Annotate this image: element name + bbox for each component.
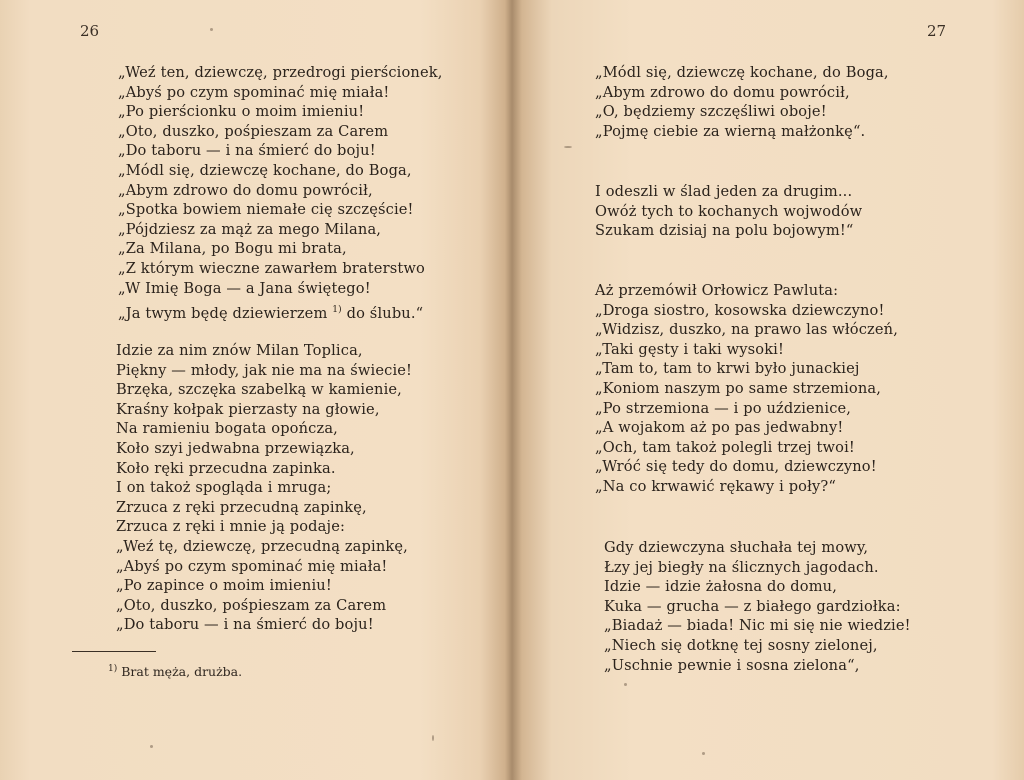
page-number-right: 27 xyxy=(927,22,947,40)
verse-line: Kraśny kołpak pierzasty na głowie, xyxy=(116,400,380,418)
verse-line: „Po pierścionku o moim imieniu! xyxy=(118,103,365,121)
verse-line: „Biadaż — biada! Nic mi się nie wiedzie! xyxy=(604,617,911,635)
verse-line: „Po strzemiona — i po uździenice, xyxy=(595,399,852,417)
verse-line: Kuka — grucha — z białego gardziołka: xyxy=(604,597,901,615)
verse-line: „Tam to, tam to krwi było junackiej xyxy=(595,360,860,378)
verse-line: „Droga siostro, kosowska dziewczyno! xyxy=(595,301,885,319)
verse-line: Idzie za nim znów Milan Toplica, xyxy=(116,342,363,359)
verse-line: „Weź ten, dziewczę, przedrogi pierścionek, xyxy=(118,64,443,81)
verse-line: „Abyś po czym spominać mię miała! xyxy=(116,557,388,575)
verse-line: „Po zapince o moim imieniu! xyxy=(116,577,332,595)
paper-speck xyxy=(432,735,434,741)
verse-line: „Pojmę ciebie za wierną małżonkę“. xyxy=(595,122,866,140)
verse-line: „A wojakom aż po pas jedwabny! xyxy=(595,419,844,437)
verse-line: Piękny — młody, jak nie ma na świecie! xyxy=(116,361,413,379)
stanza-left-1 xyxy=(118,63,443,298)
stanza-right-4 xyxy=(604,538,911,675)
verse-line: Zrzuca z ręki i mnie ją podaje: xyxy=(116,518,346,536)
verse-line: „Abyś po czym spominać mię miała! xyxy=(118,83,390,101)
verse-line: Łzy jej biegły na ślicznych jagodach. xyxy=(604,558,879,576)
verse-line: „Módl się, dziewczę kochane, do Boga, xyxy=(118,161,412,179)
verse-line: „Spotka bowiem niemałe cię szczęście! xyxy=(118,201,414,219)
verse-line: „Oto, duszko, pośpieszam za Carem xyxy=(118,122,389,140)
page-number-left: 26 xyxy=(80,22,100,40)
verse-line: „Módl się, dziewczę kochane, do Boga, xyxy=(595,64,889,81)
verse-line: „Weź tę, dziewczę, przecudną zapinkę, xyxy=(116,537,408,555)
verse-line: „Taki gęsty i taki wysoki! xyxy=(595,340,785,358)
verse-line: „Abym zdrowo do domu powrócił, xyxy=(595,83,850,101)
stanza-right-3 xyxy=(595,281,898,497)
verse-text: „Ja twym będę dziewierzem xyxy=(118,304,328,322)
right-page xyxy=(512,0,1024,780)
verse-text: do ślubu.“ xyxy=(346,304,424,322)
verse-line: Brzęka, szczęka szabelką w kamienie, xyxy=(116,381,402,399)
verse-line: „Widzisz, duszko, na prawo las włóczeń, xyxy=(595,321,898,339)
verse-line: I odeszli w ślad jeden za drugim... xyxy=(595,183,853,200)
verse-line: „Z którym wieczne zawarłem braterstwo xyxy=(118,259,425,277)
verse-line: Koło ręki przecudna zapinka. xyxy=(116,459,336,477)
verse-line: Zrzuca z ręki przecudną zapinkę, xyxy=(116,498,367,516)
verse-line: „O, będziemy szczęśliwi oboje! xyxy=(595,103,827,121)
verse-line: „Niech się dotknę tej sosny zielonej, xyxy=(604,636,878,654)
verse-line: „Och, tam takoż polegli trzej twoi! xyxy=(595,438,855,456)
verse-line: Koło szyi jedwabna przewiązka, xyxy=(116,439,355,457)
verse-line: „Oto, duszko, pośpieszam za Carem xyxy=(116,596,387,614)
paper-speck xyxy=(702,752,705,755)
verse-line-footnoted xyxy=(118,301,423,323)
verse-line: Idzie — idzie żałosna do domu, xyxy=(604,578,838,596)
footnote xyxy=(108,664,242,679)
paper-speck xyxy=(150,745,153,748)
verse-line: „Wróć się tedy do domu, dziewczyno! xyxy=(595,458,877,476)
verse-line: Aż przemówił Orłowicz Pawluta: xyxy=(595,282,839,299)
verse-line: Szukam dzisiaj na polu bojowym!“ xyxy=(595,222,854,240)
verse-line: „Do taboru — i na śmierć do boju! xyxy=(118,142,376,160)
footnote-text: Brat męża, drużba. xyxy=(117,664,243,680)
verse-line: „Do taboru — i na śmierć do boju! xyxy=(116,616,374,634)
verse-line: I on takoż spogląda i mruga; xyxy=(116,479,332,497)
verse-line: „Koniom naszym po same strzemiona, xyxy=(595,379,882,397)
verse-line: „Uschnie pewnie i sosna zielona“, xyxy=(604,656,860,674)
paper-speck xyxy=(210,28,213,31)
paper-speck xyxy=(564,146,572,148)
paper-speck xyxy=(624,683,627,686)
verse-line: Owóż tych to kochanych wojwodów xyxy=(595,202,863,220)
footnote-mark: 1) xyxy=(108,664,118,674)
footnote-reference: 1) xyxy=(332,305,342,315)
verse-line: „Abym zdrowo do domu powrócił, xyxy=(118,181,373,199)
stanza-right-1 xyxy=(595,63,889,141)
verse-line: Gdy dziewczyna słuchała tej mowy, xyxy=(604,539,869,556)
stanza-left-2 xyxy=(116,341,412,635)
verse-line: „Na co krwawić rękawy i poły?“ xyxy=(595,477,836,495)
verse-line: „Za Milana, po Bogu mi brata, xyxy=(118,240,347,258)
footnote-divider xyxy=(72,651,156,652)
verse-line: Na ramieniu bogata opończa, xyxy=(116,420,338,438)
verse-line: „Pójdziesz za mąż za mego Milana, xyxy=(118,220,382,238)
stanza-right-2 xyxy=(595,182,862,241)
verse-line: „W Imię Boga — a Jana świętego! xyxy=(118,279,371,297)
